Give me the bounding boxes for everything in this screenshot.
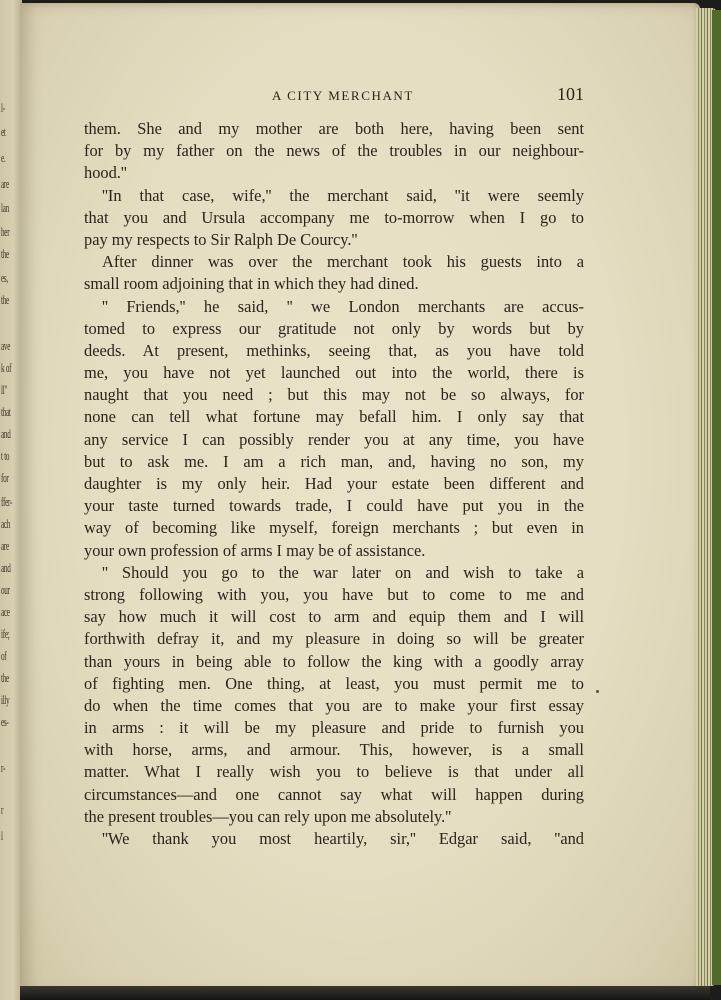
text-line: with horse, arms, and armour. This, however, is a small (84, 740, 584, 760)
previous-page-fragment: are (1, 538, 9, 553)
previous-page-fragment: and (1, 560, 11, 575)
previous-page-fragment: and (1, 426, 11, 441)
previous-page-fragment: l (1, 828, 3, 843)
text-line: hood.'' (84, 163, 127, 183)
previous-page-fragment: l- (1, 100, 5, 115)
ink-speck (596, 690, 599, 693)
running-head: A CITY MERCHANT (272, 88, 414, 103)
text-line: '' Should you go to the war later on and wish to take a (102, 562, 584, 582)
text-line: small room adjoining that in which they had dined. (84, 274, 419, 294)
text-line: me, you have not yet launched out into the world, there is (84, 363, 584, 383)
text-line: After dinner was over the merchant took his guests into a (102, 252, 584, 272)
previous-page-fragment: r- (1, 760, 6, 775)
previous-page-edge (0, 0, 22, 1000)
text-line: your own profession of arms I may be of assistance. (84, 540, 426, 560)
previous-page-fragment: lan (1, 200, 9, 215)
text-line: strong following with you, you have but to come to me and (84, 584, 584, 604)
text-line: matter. What I really wish you to believe is that under all (84, 762, 584, 782)
previous-page-fragment: of (1, 648, 7, 663)
previous-page-fragment: for (1, 470, 9, 485)
previous-page-fragment: ace (1, 604, 10, 619)
text-line: deeds. At present, methinks, seeing that, as you have told (84, 340, 584, 360)
text-line: than yours in being able to follow the king with a goodly array (84, 651, 584, 671)
previous-page-fragment: that (1, 404, 11, 419)
text-line: of fighting men. One thing, at least, you must permit me to (84, 673, 584, 693)
previous-page-fragment: e. (1, 150, 6, 165)
previous-page-fragment: are (1, 176, 9, 191)
text-line: any service I can possibly render you at any time, you have (84, 429, 584, 449)
text-line: do when the time comes that you are to make your first essay (84, 695, 584, 715)
text-line: in arms : it will be my pleasure and pride to furnish you (84, 718, 584, 738)
text-line: them. She and my mother are both here, having been sent (84, 119, 584, 138)
text-line: pay my respects to Sir Ralph De Courcy.'' (84, 229, 358, 249)
text-line: your taste turned towards trade, I could have put you in the (84, 496, 584, 516)
page-number: 101 (557, 84, 584, 104)
previous-page-fragment: et (1, 124, 6, 139)
text-line: naught that you need ; but this may not be so always, for (84, 385, 584, 405)
previous-page-fragment: ffer- (1, 494, 13, 509)
previous-page-fragment: r (1, 802, 4, 817)
page-header (84, 84, 584, 108)
page-bottom-shadow (20, 986, 710, 1000)
text-line: that you and Ursula accompany me to-morrow when I go to (84, 207, 584, 227)
page-body-text (84, 118, 584, 850)
text-line: say how much it will cost to arm and equip them and I will (84, 607, 584, 627)
previous-page-fragment: ach (1, 516, 11, 531)
text-line: '' Friends,'' he said, '' we London merchants are accus- (102, 296, 584, 316)
text-line: for by my father on the news of the troubles in our neighbour- (84, 141, 584, 161)
text-line: tomed to express our gratitude not only by words but by (84, 318, 584, 338)
previous-page-fragment: her (1, 224, 10, 239)
text-line: but to ask me. I am a rich man, and, having no son, my (84, 451, 584, 471)
previous-page-fragment: es, (1, 270, 8, 285)
previous-page-fragment: ife; (1, 626, 10, 641)
previous-page-fragment: the (1, 246, 9, 261)
text-line: ''We thank you most heartily, sir,'' Edgar said, ''and (102, 829, 584, 848)
text-line: circumstances—and one cannot say what will happen during (84, 784, 584, 804)
text-line: daughter is my only heir. Had your estate been different and (84, 474, 584, 493)
previous-page-fragment: t to (1, 448, 10, 463)
previous-page-fragment: illy (1, 692, 10, 707)
text-line: the present troubles—you can rely upon me absolutely.'' (84, 806, 452, 826)
text-line: ''In that case, wife,'' the merchant said, ''it were seemly (102, 185, 584, 205)
previous-page-fragment: the (1, 292, 9, 307)
previous-page-fragment: es- (1, 714, 9, 729)
previous-page-fragment: ave (1, 338, 11, 353)
previous-page-fragment: our (1, 582, 10, 597)
previous-page-fragment: ll" (1, 382, 8, 397)
text-line: none can tell what fortune may befall him. I only say that (84, 407, 584, 427)
previous-page-fragment: the (1, 670, 9, 685)
text-line: way of becoming like myself, foreign merchants ; but even in (84, 518, 584, 538)
text-line: forthwith defray it, and my pleasure in doing so will be greater (84, 629, 584, 649)
previous-page-fragment: k of (1, 360, 12, 375)
book-cover-edge (712, 10, 721, 985)
